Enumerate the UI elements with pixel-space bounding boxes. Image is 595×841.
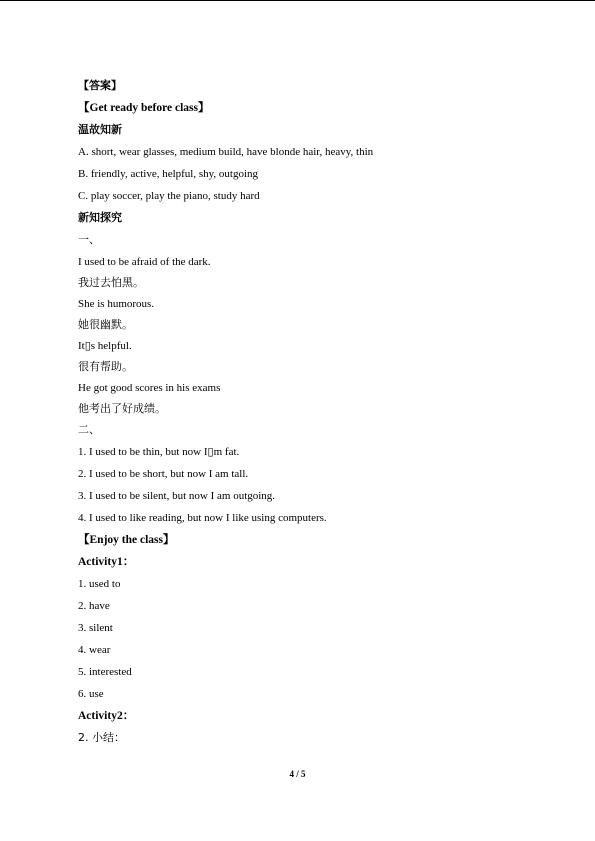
summary-label: 2. 小结： xyxy=(78,731,125,744)
answer-heading: 【答案】 xyxy=(78,79,122,92)
activity1-item-3: 3. silent xyxy=(78,622,113,634)
translation-en-1: I used to be afraid of the dark. xyxy=(78,256,211,268)
top-rule xyxy=(0,0,595,1)
review-item-c: C. play soccer, play the piano, study hard xyxy=(78,190,260,202)
activity1-item-2: 2. have xyxy=(78,600,110,612)
part2-item-4: 4. I used to like reading, but now I like using computers. xyxy=(78,512,327,524)
section-heading-get-ready: 【Get ready before class】 xyxy=(78,102,210,114)
translation-zh-4: 他考出了好成绩。 xyxy=(78,402,166,415)
part2-label: 二、 xyxy=(78,423,100,436)
translation-en-4: He got good scores in his exams xyxy=(78,382,221,394)
activity1-item-4: 4. wear xyxy=(78,644,111,656)
activity2-heading: Activity2： xyxy=(78,710,135,722)
activity1-item-5: 5. interested xyxy=(78,666,132,678)
activity1-heading: Activity1： xyxy=(78,556,135,568)
translation-zh-2: 她很幽默。 xyxy=(78,318,133,331)
part2-item-2: 2. I used to be short, but now I am tall. xyxy=(78,468,249,480)
activity1-item-1: 1. used to xyxy=(78,578,121,590)
translation-en-2: She is humorous. xyxy=(78,298,155,310)
explore-heading: 新知探究 xyxy=(78,211,122,224)
review-item-b: B. friendly, active, helpful, shy, outgoing xyxy=(78,168,259,180)
section-heading-enjoy-class: 【Enjoy the class】 xyxy=(78,534,175,546)
page-number: 4 / 5 xyxy=(289,769,306,779)
page-content xyxy=(78,75,538,749)
translation-zh-3: 很有帮助。 xyxy=(78,360,133,373)
review-heading: 温故知新 xyxy=(78,123,122,136)
review-item-a: A. short, wear glasses, medium build, have blonde hair, heavy, thin xyxy=(78,146,374,158)
translation-en-3: It▯s helpful. xyxy=(78,340,132,352)
part2-item-3: 3. I used to be silent, but now I am outgoing. xyxy=(78,490,276,502)
translation-zh-1: 我过去怕黑。 xyxy=(78,276,144,289)
part2-item-1: 1. I used to be thin, but now I▯m fat. xyxy=(78,446,240,458)
part1-label: 一、 xyxy=(78,233,100,246)
activity1-item-6: 6. use xyxy=(78,688,104,700)
